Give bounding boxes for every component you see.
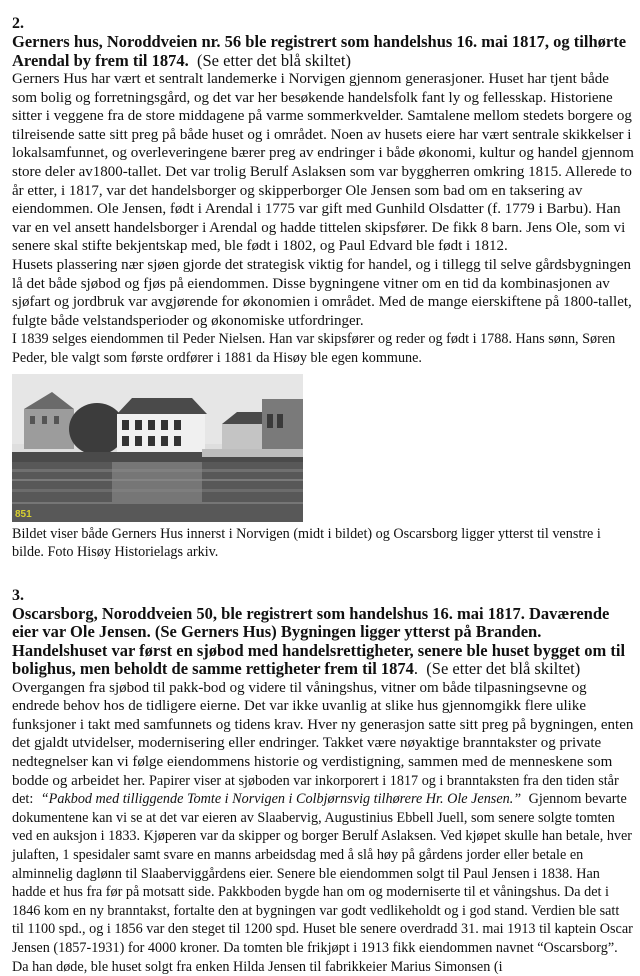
heading-tail: .	[413, 659, 419, 679]
heading-note: (Se etter det blå skiltet)	[197, 50, 351, 70]
heading-note: (Se etter det blå skiltet)	[426, 659, 581, 679]
heading-text: Gerners hus, Noroddveien nr. 56 ble registrert som handelshus 16. mai 1817, og tilhørte Arendal by frem til 1874.	[12, 32, 627, 70]
section-number: 2.	[12, 15, 24, 32]
heading-text: Oscarsborg, Noroddveien 50, ble registrert som handelshus 16. mai 1817. Daværende eier var Ole Jensen. (Se Gerners Hus) Bygningen ligger ytterst på Branden. Handelshuset var først en sjøbod med handelsrettigheter, senere ble huset bygget om til bolighus, men beholdt de samme rettigheter frem til 1874	[12, 603, 626, 679]
photo-caption: Bildet viser både Gerners Hus innerst i Norvigen (midt i bildet) og Oscarsborg ligger ytterst til venstre i bilde. Foto Hisøy Historielags arkiv.	[12, 525, 601, 561]
paragraph-text: Overgangen fra sjøbod til pakk-bod og videre til våningshus, vitner om både tilpasningsevne og endrede behov hos de tidligere eierne. Det var ikke uvanlig at slike hus gjennomgikk flere ulike funksjoner i takt med samfunnets og tidens krav. Hver ny generasjon satte sitt preg på bygningen, enten det gjaldt utvidelser, modernisering eller endringer. Takket være nøyaktige branntakster og private nedtegnelser kan vi følge eiendommens historie og verdistigning, sammen med de menneskene som bodde og arbeidet her.	[12, 679, 634, 789]
photo-archive-number: 851	[15, 508, 32, 520]
archive-quote: “Pakbod med tilliggende Tomte i Norvigen i Colbjørnsvig tilhørere Hr. Ole Jensen.”	[40, 791, 522, 808]
paragraph: I 1839 selges eiendommen til Peder Nielsen. Han var skipsfører og reder og født i 1788. Hans sønn, Søren Peder, ble valgt som første ordfører i 1881 da Hisøy ble egen kommune.	[12, 331, 616, 366]
section-2	[12, 14, 634, 562]
section-number: 3.	[12, 586, 24, 604]
paragraph: Husets plassering nær sjøen gjorde det strategisk viktig for handel, og i tillegg til selve gårdsbygningen lå det både sjøbod og fjøs på eiendommen. Disse bygningene vitner om en tid da kombinasjonen av sjøfart og jordbruk var avgjørende for økonomien i området. Med de mange eierskiftene på 1800-tallet, fulgte både velstandsperioder og økonomiske utfordringer.	[12, 256, 632, 329]
section-spacer	[12, 562, 634, 586]
section-heading	[12, 605, 634, 679]
section-heading	[12, 33, 634, 70]
document-page	[12, 14, 634, 976]
historical-photo	[12, 374, 303, 522]
paragraph-text: Gjennom bevarte dokumentene kan vi se at det var eieren av Slaabervig, Augustinius Ebbell Juell, som senere solgte tomten ved en auksjon i 1833. Kjøperen var da skipper og borger Berulf Aslaksen. Ved kjøpet skulle han betale, hver julaften, 1 spesidaler samt svare en manns arbeidsdag med å slå høy på gårdens jorder eller betale en alminnelig daglønn til Slaaberviggårdens eier. Senere ble eiendommen solgt til Paul Jensen i 1838. Han hadde et hus fra før på motsatt side. Pakkboden bygde han om og moderniserte til et våningshus. Da det i 1846 kom en ny branntakst, fortalte den at bygningen var godt vedlikeholdt og i god stand. Verdien ble satt til 1100 spd., og i 1856 var den steget til 1200 spd. Huset ble senere overdradd 31. mai 1913 til kaptein Oscar Jensen (1857-1931) for 4000 kroner. Da tomten ble frikjøpt i 1913 fikk eiendommen navnet “Oscarsborg”. Da han døde, ble huset solgt fra enken Hilda Jensen til fabrikkeier Marius Simonsen (i	[12, 791, 633, 975]
paragraph: Gerners Hus har vært et sentralt landemerke i Norvigen gjennom generasjoner. Huset har tjent både som bolig og forretningsgård, og det var her besøkende handelsfolk fant ly og fellesskap. Historiene sitter i veggene fra de store middagene på varme sommerkvelder. Samtalene mellom stedets borgere og tilreisende satte sitt preg på både huset og i området. Noen av husets eiere har vært sentrale skikkelser i lokalsamfunnet, og overleveringene bærer preg av endringer i både økonomi, kultur og handel gjennom store deler av1800-tallet. Det var trolig Berulf Aslaksen som var byggherren omkring 1815. Allerede to år etter, i 1817, var det handelsborger og skipperborger Ole Jensen som bad om en taksering av eiendommen. Ole Jensen, født i Arendal i 1775 var gift med Gunhild Olsdatter (f. 1779 i Barbu). Han var en vel ansett handelsborger i Arendal og hadde tittelen skipsfører. De fikk 8 barn. Jens Ole, som vi senere skal stifte bekjentskap med, ble født i 1802, og Paul Edvard ble født i 1812.	[12, 71, 634, 255]
waterfront-photo-illustration	[12, 374, 303, 522]
paragraph	[12, 679, 634, 976]
paragraph-text: Papirer viser at sjøboden var inkorporert i 1817 og i branntaksten fra den tiden står det:	[12, 772, 619, 808]
section-3	[12, 586, 634, 976]
